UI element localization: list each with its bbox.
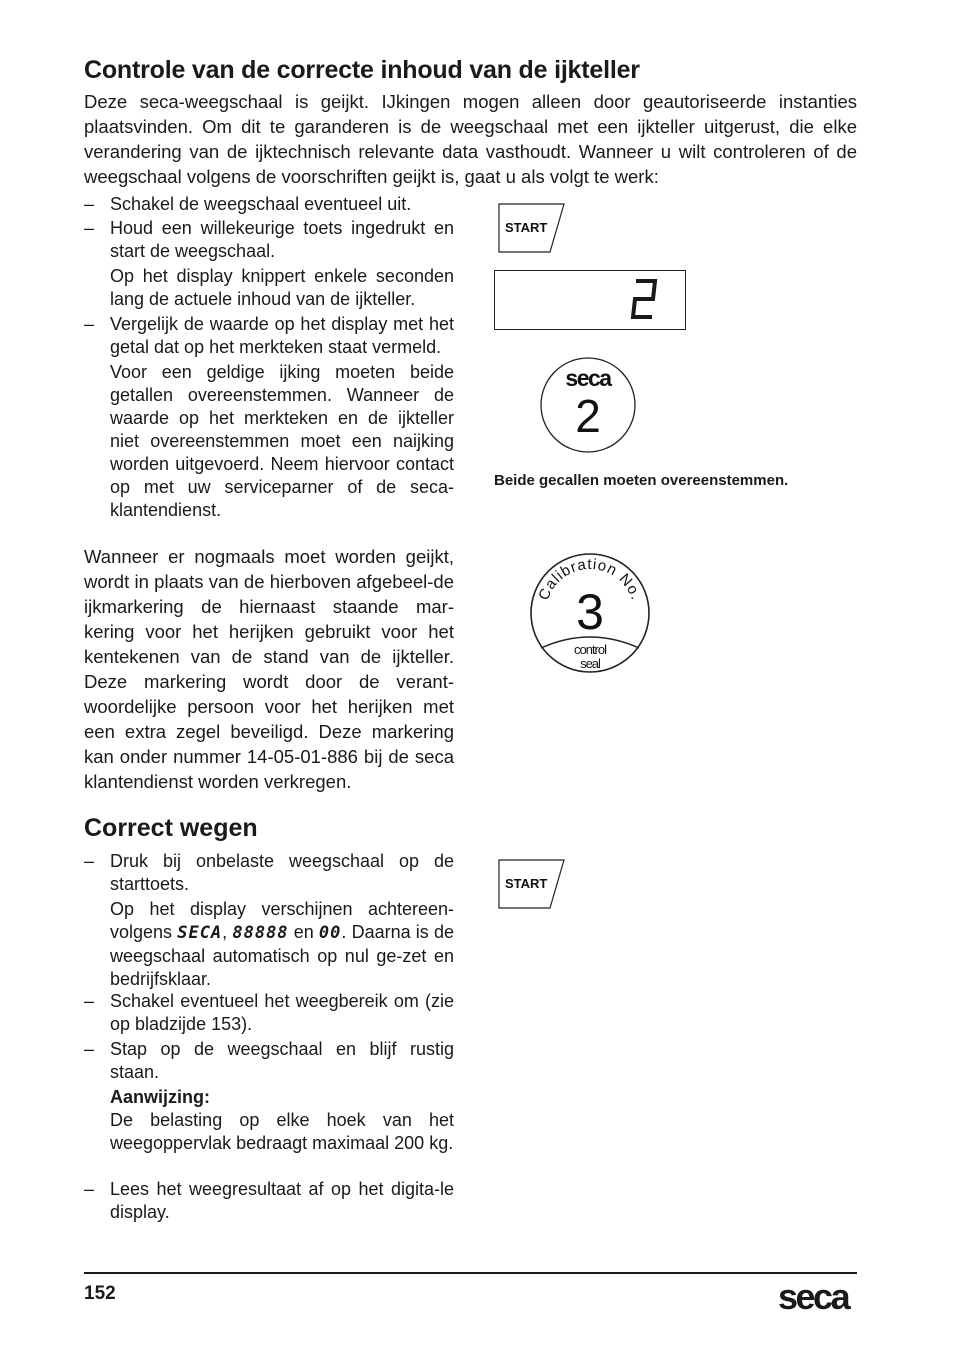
segment-88888: 88888	[232, 923, 289, 943]
start-key-icon	[497, 202, 569, 254]
list-item-subtext	[110, 898, 454, 991]
start-key-label: START	[505, 876, 548, 891]
figure-caption: Beide gecallen moeten overeenstemmen.	[494, 472, 789, 489]
list-dash: –	[84, 851, 95, 871]
list-dash: –	[84, 1039, 95, 1059]
lcd-display	[494, 270, 686, 330]
list-dash: –	[84, 218, 95, 238]
calibration-seal-icon	[539, 356, 637, 454]
list-item	[84, 1178, 454, 1224]
list-item-text: Druk bij onbelaste weegschaal op de starttoets.	[110, 851, 454, 894]
note-title: Aanwijzing:	[110, 1087, 210, 1107]
note-text: De belasting op elke hoek van het weegoppervlak bedraagt maximaal 200 kg.	[110, 1110, 454, 1153]
list-item	[84, 850, 454, 991]
list-item	[84, 217, 454, 311]
seal-brand-text: seca	[565, 365, 611, 391]
footer-rule	[84, 1272, 857, 1274]
intro-paragraph: Deze seca-weegschaal is geijkt. IJkingen mogen alleen door geautoriseerde instanties plaatsvinden. Om dit te garanderen is de weegschaal met een ijkteller uitgerust, die elke verandering van de ijktechnisch relevante data vasthoudt. Wanneer u wilt controleren of de weegschaal volgens de voorschriften geijkt is, gaat u als volgt te werk:	[84, 91, 857, 187]
list-item-text: Stap op de weegschaal en blijf rustig staan.	[110, 1039, 454, 1082]
section-title-correct-weighing: Correct wegen	[84, 814, 258, 842]
list-dash: –	[84, 991, 95, 1011]
start-key-icon	[497, 858, 569, 910]
seal-bottom-line1: control	[573, 642, 607, 657]
seal-number-text: 2	[575, 390, 601, 442]
seal-arc-text: Calibration No.	[535, 556, 645, 603]
segment-00: 00	[318, 923, 342, 943]
list-item-subtext: Voor een geldige ijking moeten beide getallen overeenstemmen. Wanneer de waarde op het merkteken en de ijkteller niet overeenstemmen moet een naijking worden uitgevoerd. Neem hiervoor contact op met uw serviceparner of de seca-klantendienst.	[110, 362, 454, 520]
seal-bottom-line2: seal	[580, 656, 600, 671]
list-item	[84, 1038, 454, 1155]
subtext-part: Op het display verschijnen achtereen-volgens	[110, 899, 454, 942]
list-dash: –	[84, 314, 95, 334]
list-item-text: Houd een willekeurige toets ingedrukt en start de weegschaal.	[110, 218, 454, 261]
list-item-text: Vergelijk de waarde op het display met het getal dat op het merkteken staat vermeld.	[110, 314, 454, 357]
list-item	[84, 313, 454, 522]
subtext-part: en	[288, 922, 319, 942]
recalibration-paragraph: Wanneer er nogmaals moet worden geijkt, wordt in plaats van de hierboven afgebeel-de ijkmarkering de hiernaast staande mar-kering voor het herijken gebruikt voor het kentekenen van de stand van de ijkteller. Deze markering wordt door de verant-woordelijke persoon voor het herijken met een extra zegel beveiligd. Deze markering kan onder nummer 14-05-01-886 bij de seca klantendienst worden verkregen.	[84, 546, 454, 792]
subtext-part: . Daarna is de weegschaal automatisch op nul ge-zet en bedrijfsklaar.	[110, 922, 454, 989]
subtext-part: ,	[222, 922, 233, 942]
list-item-text: Schakel eventueel het weegbereik om (zie op bladzijde 153).	[110, 991, 454, 1034]
page-number: 152	[84, 1283, 116, 1304]
list-dash: –	[84, 194, 95, 214]
section-title-calibration-check: Controle van de correcte inhoud van de ijkteller	[84, 56, 640, 84]
list-item	[84, 990, 454, 1036]
list-item-text: Lees het weegresultaat af op het digita-le display.	[110, 1179, 454, 1222]
seal-number-text: 3	[576, 584, 604, 640]
list-item	[84, 193, 454, 216]
start-key-label: START	[505, 220, 548, 235]
recalibration-seal-icon	[528, 551, 652, 675]
list-dash: –	[84, 1179, 95, 1199]
display-digit	[495, 271, 685, 329]
list-item-text: Schakel de weegschaal eventueel uit.	[110, 194, 412, 214]
segment-seca: SECA	[177, 923, 223, 943]
seca-logo: seca	[778, 1276, 849, 1317]
list-item-subtext: Op het display knippert enkele seconden lang de actuele inhoud van de ijkteller.	[110, 266, 454, 309]
